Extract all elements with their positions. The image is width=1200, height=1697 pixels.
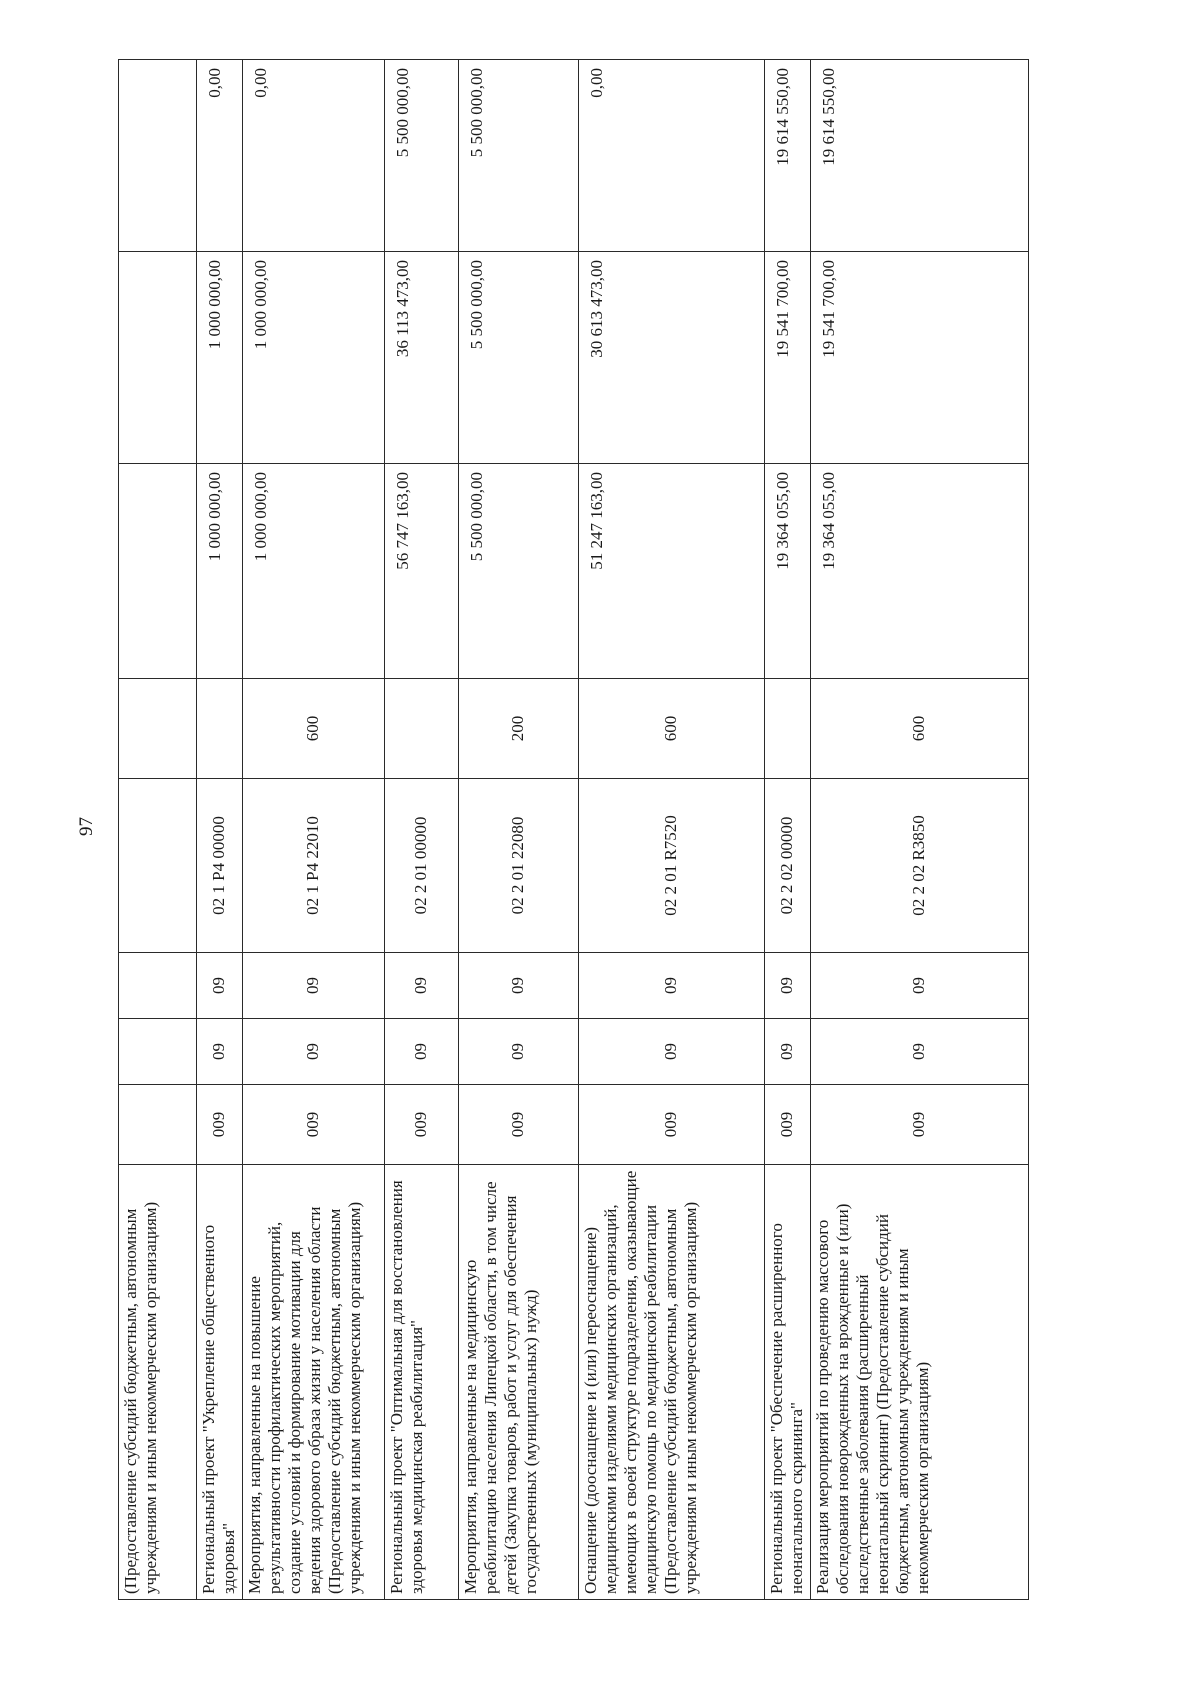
cell-description: Региональный проект "Оптимальная для восстановления здоровья медицинская реабилитация": [385, 1165, 459, 1600]
cell-target-article: 02 2 02 00000: [765, 779, 811, 953]
cell-grbs-code: 009: [811, 1085, 1029, 1165]
table-row: [197, 60, 243, 1600]
cell-section: 09: [385, 1019, 459, 1085]
table-row: [579, 60, 765, 1600]
cell-sum-3: [119, 60, 197, 252]
cell-sum-1: 19 364 055,00: [765, 464, 811, 679]
cell-grbs-code: 009: [579, 1085, 765, 1165]
cell-sum-3: 5 500 000,00: [459, 60, 579, 252]
table-row: [459, 60, 579, 1600]
cell-expense-type: 600: [811, 679, 1029, 779]
cell-grbs-code: 009: [243, 1085, 385, 1165]
cell-grbs-code: 009: [385, 1085, 459, 1165]
table-row: [811, 60, 1029, 1600]
cell-target-article: 02 2 01 22080: [459, 779, 579, 953]
cell-target-article: 02 2 01 00000: [385, 779, 459, 953]
cell-sum-3: 19 614 550,00: [765, 60, 811, 252]
cell-expense-type: 600: [579, 679, 765, 779]
cell-description: Мероприятия, направленные на медицинскую реабилитацию населения Липецкой области, в том числе детей (Закупка товаров, работ и услуг для обеспечения государственных (муниципальных) нужд): [459, 1165, 579, 1600]
cell-grbs-code: 009: [197, 1085, 243, 1165]
budget-table: [118, 59, 1029, 1600]
table-row: [243, 60, 385, 1600]
cell-expense-type: 200: [459, 679, 579, 779]
cell-sum-1: 56 747 163,00: [385, 464, 459, 679]
cell-sum-2: 1 000 000,00: [243, 252, 385, 464]
table-row: [119, 60, 197, 1600]
page-number: 97: [76, 817, 97, 836]
cell-sum-2: 36 113 473,00: [385, 252, 459, 464]
cell-grbs-code: 009: [459, 1085, 579, 1165]
cell-subsection: 09: [243, 953, 385, 1019]
cell-expense-type: [197, 679, 243, 779]
budget-table-rotated: [118, 60, 1028, 1600]
cell-target-article: 02 2 02 R3850: [811, 779, 1029, 953]
cell-sum-2: [119, 252, 197, 464]
cell-target-article: [119, 779, 197, 953]
cell-grbs-code: 009: [765, 1085, 811, 1165]
cell-section: 09: [579, 1019, 765, 1085]
cell-section: 09: [459, 1019, 579, 1085]
cell-sum-1: 5 500 000,00: [459, 464, 579, 679]
cell-sum-3: 19 614 550,00: [811, 60, 1029, 252]
cell-description: (Предоставление субсидий бюджетным, автономным учреждениям и иным некоммерческим организациям): [119, 1165, 197, 1600]
cell-sum-2: 19 541 700,00: [765, 252, 811, 464]
cell-subsection: 09: [811, 953, 1029, 1019]
cell-subsection: 09: [765, 953, 811, 1019]
cell-sum-1: 1 000 000,00: [243, 464, 385, 679]
cell-sum-3: 0,00: [197, 60, 243, 252]
cell-expense-type: [765, 679, 811, 779]
cell-sum-3: 5 500 000,00: [385, 60, 459, 252]
cell-subsection: 09: [197, 953, 243, 1019]
cell-section: 09: [765, 1019, 811, 1085]
cell-grbs-code: [119, 1085, 197, 1165]
cell-sum-2: 5 500 000,00: [459, 252, 579, 464]
table-row: [765, 60, 811, 1600]
cell-description: Реализация мероприятий по проведению массового обследования новорожденных на врожденные и (или) наследственные заболевания (расширенный неонатальный скрининг) (Предоставление субсидий бюджетным, автономным учреждениям и иным некоммерческим организациям): [811, 1165, 1029, 1600]
cell-target-article: 02 2 01 R7520: [579, 779, 765, 953]
cell-expense-type: 600: [243, 679, 385, 779]
cell-section: 09: [197, 1019, 243, 1085]
cell-sum-3: 0,00: [579, 60, 765, 252]
cell-subsection: 09: [579, 953, 765, 1019]
cell-description: Мероприятия, направленные на повышение результативности профилактических мероприятий, создание условий и формирование мотивации для ведения здорового образа жизни у населения области (Предоставление субсидий бюджетным, автономным учреждениям и иным некоммерческим организациям): [243, 1165, 385, 1600]
cell-subsection: 09: [385, 953, 459, 1019]
cell-sum-2: 19 541 700,00: [811, 252, 1029, 464]
cell-expense-type: [385, 679, 459, 779]
cell-description: Региональный проект "Обеспечение расширенного неонатального скрининга": [765, 1165, 811, 1600]
cell-sum-3: 0,00: [243, 60, 385, 252]
cell-target-article: 02 1 P4 00000: [197, 779, 243, 953]
cell-section: [119, 1019, 197, 1085]
cell-sum-1: 51 247 163,00: [579, 464, 765, 679]
cell-description: Оснащение (дооснащение и (или) переоснащение) медицинскими изделиями медицинских организаций, имеющих в своей структуре подразделения, оказывающие медицинскую помощь по медицинской реабилитации (Предоставление субсидий бюджетным, автономным учреждениям и иным некоммерческим организациям): [579, 1165, 765, 1600]
cell-target-article: 02 1 P4 22010: [243, 779, 385, 953]
cell-sum-1: [119, 464, 197, 679]
cell-description: Региональный проект "Укрепление общественного здоровья": [197, 1165, 243, 1600]
cell-subsection: [119, 953, 197, 1019]
cell-expense-type: [119, 679, 197, 779]
cell-section: 09: [243, 1019, 385, 1085]
cell-sum-2: 1 000 000,00: [197, 252, 243, 464]
cell-sum-2: 30 613 473,00: [579, 252, 765, 464]
cell-section: 09: [811, 1019, 1029, 1085]
cell-sum-1: 19 364 055,00: [811, 464, 1029, 679]
cell-subsection: 09: [459, 953, 579, 1019]
cell-sum-1: 1 000 000,00: [197, 464, 243, 679]
table-row: [385, 60, 459, 1600]
